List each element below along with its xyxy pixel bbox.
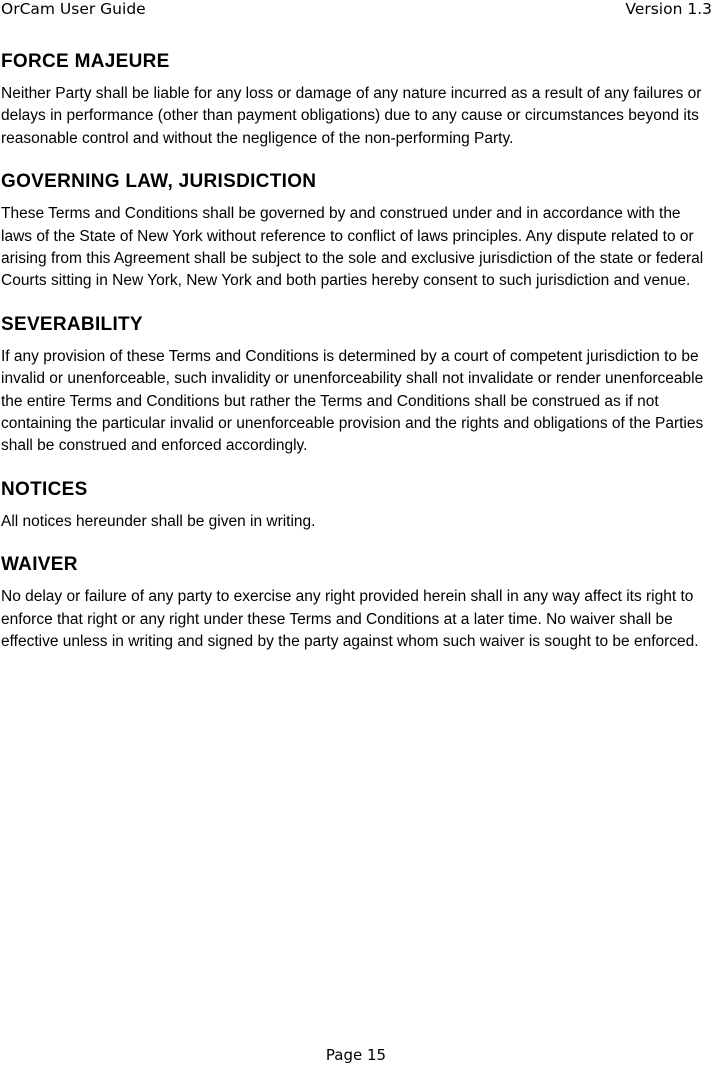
- section-body: All notices hereunder shall be given in writing.: [1, 512, 316, 530]
- page-header: [0, 0, 712, 24]
- section-heading: FORCE MAJEURE: [1, 51, 170, 72]
- document-version: Version 1.3: [625, 0, 712, 18]
- section-body: Neither Party shall be liable for any loss or damage of any nature incurred as a result of any failures or delays in performance (other than payment obligations) due to any cause or circumstances beyond its reasonable control and without the negligence of the non-performing Party.: [1, 85, 702, 147]
- section-body: If any provision of these Terms and Conditions is determined by a court of competent jurisdiction to be invalid or unenforceable, such invalidity or unenforceability shall not invalidate or render unenforceable the entire Terms and Conditions but rather the Terms and Conditions shall be construed as if not containing the particular invalid or unenforceable provision and the rights and obligations of the Parties shall be construed and enforced accordingly.: [1, 347, 704, 455]
- section-body: No delay or failure of any party to exercise any right provided herein shall in any way affect its right to enforce that right or any right under these Terms and Conditions at a later time. No waiver shall be effective unless in writing and signed by the party against whom such waiver is sought to be enforced.: [1, 588, 699, 651]
- section-heading: SEVERABILITY: [1, 313, 143, 335]
- section-severability: [1, 313, 712, 458]
- section-heading: GOVERNING LAW, JURISDICTION: [1, 171, 317, 193]
- section-governing-law: [1, 170, 712, 293]
- page-number: Page 15: [325, 1046, 387, 1064]
- section-body: These Terms and Conditions shall be governed by and construed under and in accordance with the laws of the State of New York without reference to conflict of laws principles. Any dispute related to or arising from this Agreement shall be subject to the sole and exclusive jurisdiction of the state or federal Courts sitting in New York, New York and both parties hereby consent to such jurisdiction and venue.: [1, 205, 704, 290]
- document-title: OrCam User Guide: [1, 0, 146, 18]
- document-content: [1, 50, 712, 674]
- section-force-majeure: [1, 50, 712, 150]
- page-footer: [0, 1046, 712, 1064]
- section-waiver: [1, 553, 712, 653]
- section-notices: [1, 478, 712, 533]
- section-heading: WAIVER: [1, 554, 78, 576]
- section-heading: NOTICES: [1, 478, 88, 500]
